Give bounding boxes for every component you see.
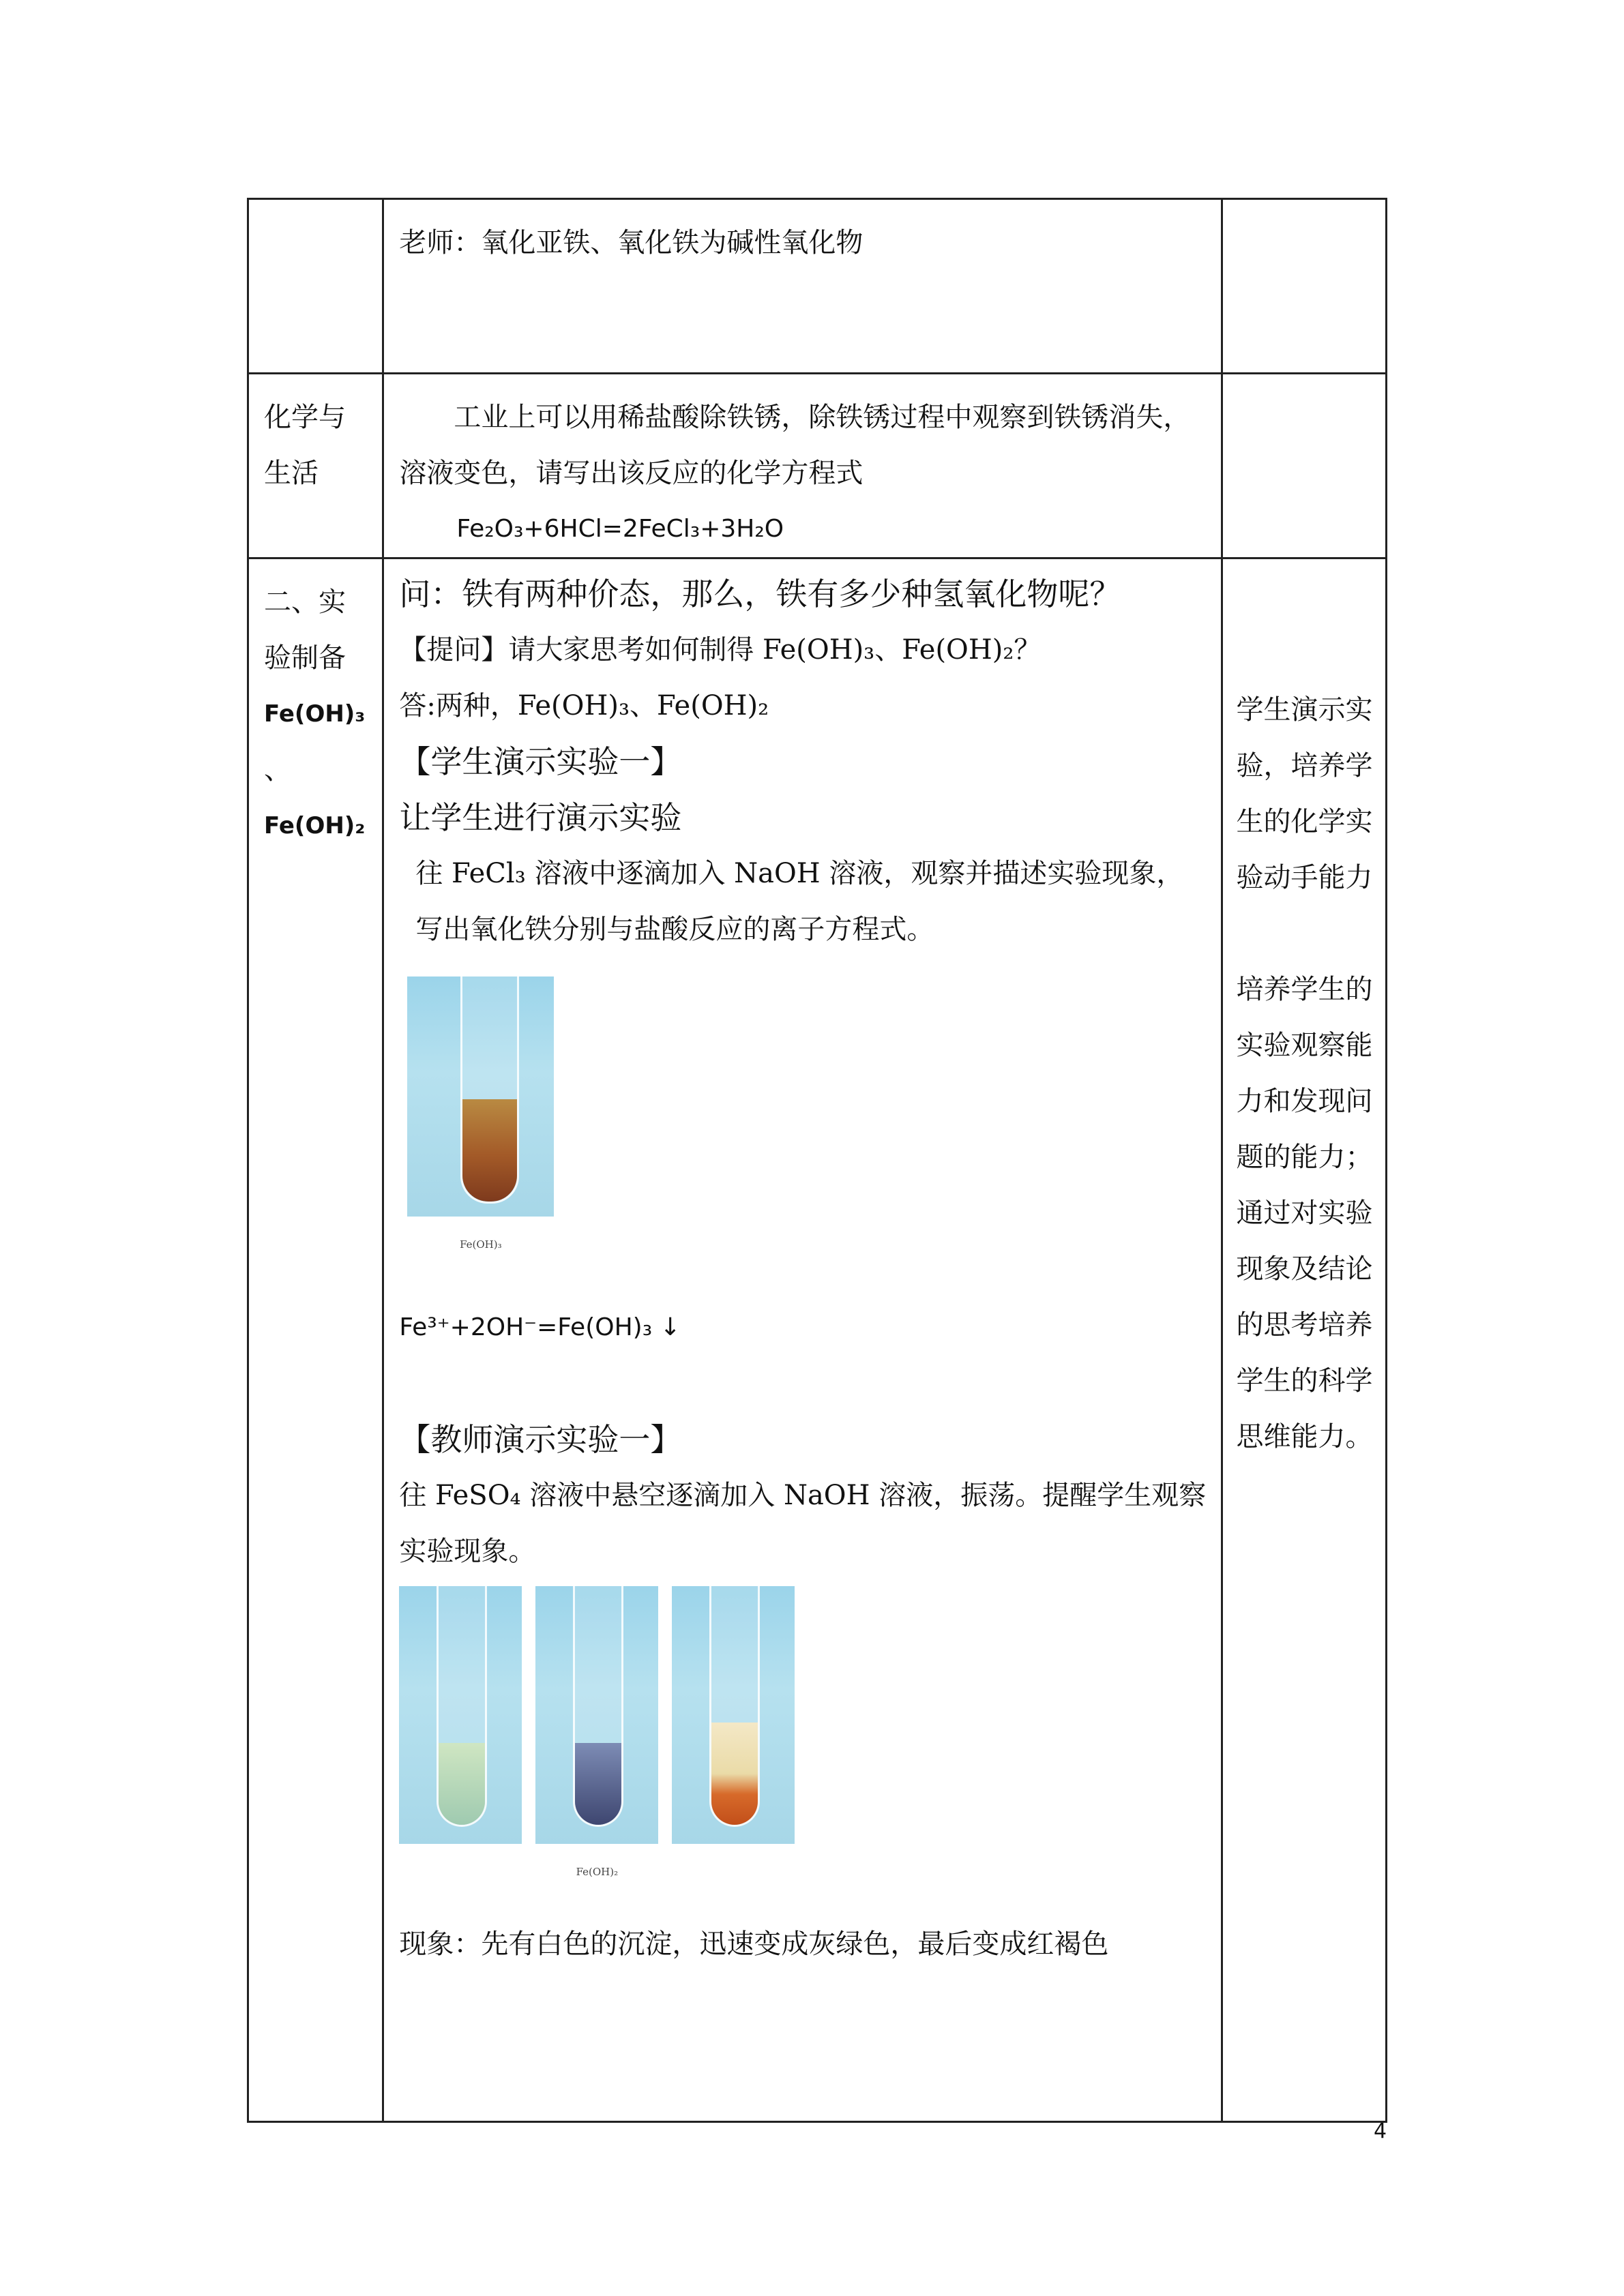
notes-cell xyxy=(1222,199,1386,374)
table-row xyxy=(248,199,1387,374)
photo-caption: Fe(OH)₂ xyxy=(576,1866,619,1878)
content-cell xyxy=(383,199,1222,374)
section-label-formula: Fe(OH)₂ xyxy=(264,812,366,839)
fe-oh3-photo xyxy=(407,976,554,1272)
experiment-subtitle: 让学生进行演示实验 xyxy=(399,799,682,836)
tube-photo-white xyxy=(399,1586,522,1844)
tube-photo-reddish-brown xyxy=(672,1586,795,1844)
phenomenon-text: 现象：先有白色的沉淀，迅速变成灰绿色，最后变成红褐色 xyxy=(399,1928,1109,1960)
teaching-notes: 学生演示实验，培养学生的化学实验动手能力 培养学生的实验观察能力和发现问题的能力；通过对实验现象及结论的思考培养学生的科学思维能力。 xyxy=(1236,694,1373,1452)
experiment-instructions: 往 FeCl₃ 溶液中逐滴加入 NaOH 溶液，观察并描述实验现象，写出氧化铁分别与盐酸反应的离子方程式。 xyxy=(415,858,1184,945)
tube-photo-greyish-green xyxy=(535,1586,658,1844)
notes-cell xyxy=(1222,374,1386,558)
photo-caption: Fe(OH)₃ xyxy=(460,1238,502,1251)
section-label-cell xyxy=(248,558,383,2122)
section-label-separator: 、 xyxy=(264,754,291,786)
notes-cell xyxy=(1222,558,1386,2122)
section-label-cell xyxy=(248,374,383,558)
question-text: 问：铁有两种价态，那么，铁有多少种氢氧化物呢？ xyxy=(399,576,1121,612)
experiment-title: 【学生演示实验一】 xyxy=(399,743,682,780)
teacher-statement: 老师：氧化亚铁、氧化铁为碱性氧化物 xyxy=(399,227,863,258)
chemical-equation: Fe₂O₃+6HCl=2FeCl₃+3H₂O xyxy=(456,515,784,543)
answer-text: 答:两种，Fe(OH)₃、Fe(OH)₂ xyxy=(399,690,769,721)
section-label-cell xyxy=(248,199,383,374)
prompt-text: 【提问】请大家思考如何制得 Fe(OH)₃、Fe(OH)₂？ xyxy=(399,634,1042,666)
experiment-instructions: 往 FeSO₄ 溶液中悬空逐滴加入 NaOH 溶液，振荡。提醒学生观察实验现象。 xyxy=(399,1480,1207,1567)
table-row xyxy=(248,374,1387,558)
section-label: 二、实验制备 xyxy=(264,586,346,674)
content-cell xyxy=(383,558,1222,2122)
ionic-equation: Fe³⁺+2OH⁻=Fe(OH)₃ ↓ xyxy=(399,1313,681,1341)
section-label: 化学与生活 xyxy=(264,402,346,489)
experiment-title: 【教师演示实验一】 xyxy=(399,1421,682,1458)
content-cell xyxy=(383,374,1222,558)
fe-oh2-photo-series xyxy=(399,1586,1208,1900)
question-text: 工业上可以用稀盐酸除铁锈，除铁锈过程中观察到铁锈消失，溶液变色，请写出该反应的化学方程式 xyxy=(399,402,1191,489)
lesson-plan-table xyxy=(247,198,1387,2123)
page-number: 4 xyxy=(1374,2119,1387,2143)
section-label-formula: Fe(OH)₃ xyxy=(264,700,366,728)
table-row xyxy=(248,558,1387,2122)
